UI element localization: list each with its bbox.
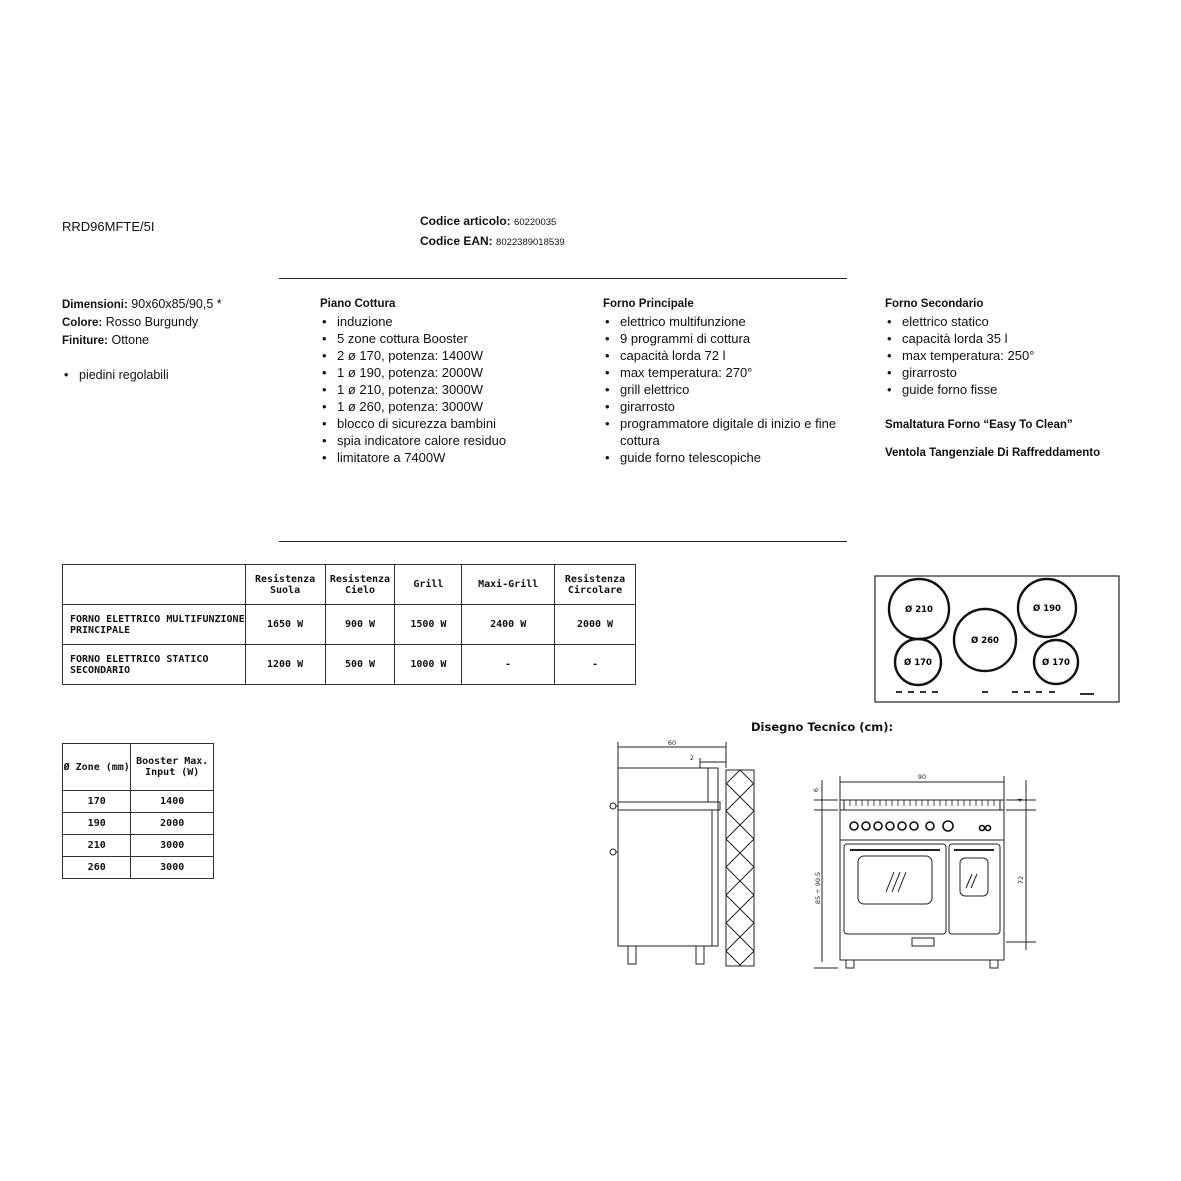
table-cell: -: [462, 645, 555, 685]
general-specs: [62, 296, 272, 384]
table-cell: 1400: [131, 791, 214, 813]
list-item: • blocco di sicurezza bambini: [320, 415, 580, 432]
table-header-cell: Resistenza Circolare: [555, 565, 636, 605]
zone-label: Ø 190: [1033, 604, 1061, 614]
forno-secondario-section: [885, 296, 1135, 462]
front-view-drawing: [810, 770, 1042, 970]
table-header-cell: Resistenza Suola: [245, 565, 325, 605]
list-item: • piedini regolabili: [62, 367, 272, 384]
zone-label: Ø 260: [971, 636, 999, 646]
list-item: • induzione: [320, 313, 580, 330]
enamel-note: Smaltatura Forno “Easy To Clean”: [885, 419, 1073, 431]
table-row: [63, 813, 214, 835]
section-title: Forno Principale: [603, 298, 694, 310]
list-item: • max temperatura: 270°: [603, 364, 861, 381]
piano-cottura-section: [320, 296, 580, 466]
list-item: • programmatore digitale di inizio e fine cottura: [603, 415, 861, 449]
hob-layout-diagram: [874, 575, 1120, 703]
list-item: • spia indicatore calore residuo: [320, 432, 580, 449]
ean-value: 8022389018539: [496, 237, 565, 248]
burner-grid: [850, 800, 994, 806]
table-cell: 190: [63, 813, 131, 835]
oven-power-table: [62, 564, 636, 685]
fan-note: Ventola Tangenziale Di Raffreddamento: [885, 447, 1101, 459]
table-cell: 900 W: [325, 605, 395, 645]
table-cell: 2000 W: [555, 605, 636, 645]
list-item: • grill elettrico: [603, 381, 861, 398]
product-codes: [420, 212, 565, 252]
table-cell: 1650 W: [245, 605, 325, 645]
dimension-label: 6: [812, 787, 820, 793]
table-header-row: [63, 744, 214, 791]
list-item: • girarrosto: [885, 364, 1135, 381]
list-item: • elettrico statico: [885, 313, 1135, 330]
dimension-label: 72: [1017, 875, 1025, 885]
table-cell: 1000 W: [395, 645, 462, 685]
list-item: • capacità lorda 35 l: [885, 330, 1135, 347]
list-item: • guide forno telescopiche: [603, 449, 861, 466]
table-row: [63, 645, 636, 685]
list-item: • 1 ø 260, potenza: 3000W: [320, 398, 580, 415]
list-item: • 2 ø 170, potenza: 1400W: [320, 347, 580, 364]
divider-top: [279, 278, 847, 279]
table-cell: FORNO ELETTRICO MULTIFUNZIONE PRINCIPALE: [63, 605, 246, 645]
table-cell: 2000: [131, 813, 214, 835]
table-cell: 210: [63, 835, 131, 857]
table-header-cell: Ø Zone (mm): [63, 744, 131, 791]
list-item: • limitatore a 7400W: [320, 449, 580, 466]
list-item: • max temperatura: 250°: [885, 347, 1135, 364]
table-cell: FORNO ELETTRICO STATICO SECONDARIO: [63, 645, 246, 685]
table-cell: 2400 W: [462, 605, 555, 645]
zone-label: Ø 170: [904, 658, 932, 668]
table-cell: 3000: [131, 835, 214, 857]
list-item: • guide forno fisse: [885, 381, 1135, 398]
divider-middle: [279, 541, 847, 542]
section-title: Forno Secondario: [885, 298, 984, 310]
finish-label: Finiture:: [62, 335, 108, 347]
table-cell: -: [555, 645, 636, 685]
model-code: RRD96MFTE/5I: [62, 219, 155, 234]
dim-value: 90x60x85/90,5 *: [131, 297, 222, 311]
forno-principale-section: [603, 296, 861, 466]
color-value: Rosso Burgundy: [105, 315, 199, 329]
table-header-row: [63, 565, 636, 605]
table-header-cell: Grill: [395, 565, 462, 605]
table-header-cell: Resistenza Cielo: [325, 565, 395, 605]
list-item: • capacità lorda 72 l: [603, 347, 861, 364]
list-item: • 5 zone cottura Booster: [320, 330, 580, 347]
dim-label: Dimensioni:: [62, 299, 128, 311]
list-item: • 1 ø 190, potenza: 2000W: [320, 364, 580, 381]
section-title: Piano Cottura: [320, 298, 396, 310]
table-cell: 500 W: [325, 645, 395, 685]
article-label: Codice articolo:: [420, 214, 511, 228]
dimension-label: 85 ÷ 90.5: [814, 871, 822, 905]
side-view-drawing: [604, 738, 764, 974]
zone-label: Ø 170: [1042, 658, 1070, 668]
ean-label: Codice EAN:: [420, 234, 493, 248]
dimension-label: 90: [917, 773, 927, 781]
table-cell: 1500 W: [395, 605, 462, 645]
table-cell: 3000: [131, 857, 214, 879]
table-row: [63, 605, 636, 645]
finish-value: Ottone: [111, 333, 150, 347]
general-bullets: [62, 367, 272, 384]
dimension-label: 2: [689, 754, 695, 762]
list-item: • elettrico multifunzione: [603, 313, 861, 330]
table-cell: 170: [63, 791, 131, 813]
list-item: • 1 ø 210, potenza: 3000W: [320, 381, 580, 398]
table-header-cell: [63, 565, 246, 605]
color-label: Colore:: [62, 317, 103, 329]
article-value: 60220035: [514, 217, 557, 228]
table-row: [63, 791, 214, 813]
zone-booster-table: [62, 743, 214, 879]
table-header-cell: Maxi-Grill: [462, 565, 555, 605]
table-header-cell: Booster Max. Input (W): [131, 744, 214, 791]
table-cell: 260: [63, 857, 131, 879]
list-item: • 9 programmi di cottura: [603, 330, 861, 347]
table-row: [63, 857, 214, 879]
list-item: • girarrosto: [603, 398, 861, 415]
control-knobs: [850, 821, 991, 831]
drawing-title: Disegno Tecnico (cm):: [751, 720, 894, 734]
table-cell: 1200 W: [245, 645, 325, 685]
dimension-label: 60: [667, 739, 677, 747]
table-row: [63, 835, 214, 857]
dimension-label: 4: [1016, 797, 1024, 803]
zone-label: Ø 210: [905, 605, 933, 615]
